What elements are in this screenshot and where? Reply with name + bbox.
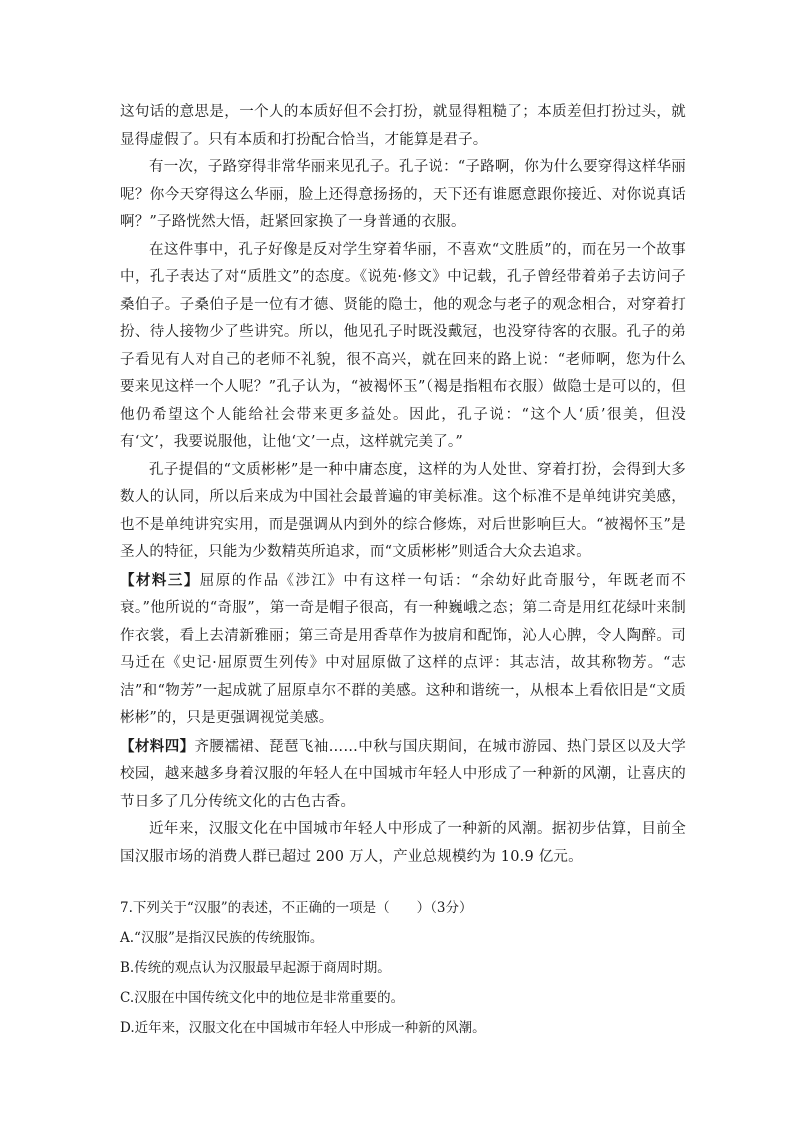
option-c[interactable]: C.汉服在中国传统文化中的地位是非常重要的。 bbox=[120, 990, 405, 1006]
paragraph-zisang-story: 在这件事中，孔子好像是反对学生穿着华丽，不喜欢“文胜质”的，而在另一个故事中，孔子表达了对“质胜文”的态度。《说苑·修文》中记载，孔子曾经带着弟子去访问子桑伯子。子桑伯子是一位有才德、贤能的隐士，他的观念与老子的观念相合，对穿着打扮、待人接物少了些讲究。所以，他见孔子时既没戴冠，也没穿待客的衣服。孔子的弟子看见有人对自己的老师不礼貌，很不高兴，就在回来的路上说：“老师啊，您为什么要来见这样一个人呢？”孔子认为，“被褐怀玉”（褐是指粗布衣服）做隐士是可以的，但他仍希望这个人能给社会带来更多益处。因此，孔子说：“这个人‘质’很美，但没有‘文’，我要说服他，让他‘文’一点，这样就完美了。” bbox=[120, 241, 686, 450]
section-spacer bbox=[120, 871, 686, 893]
material-four-text: 齐腰襦裙、琵琶飞袖……中秋与国庆期间，在城市游园、热门景区以及大学校园，越来越多身着汉服的年轻人在中国城市年轻人中形成了一种新的风潮，让喜庆的节日多了几分传统文化的古色古香。 bbox=[120, 738, 686, 810]
paragraph-hanfu-market: 近年来，汉服文化在中国城市年轻人中形成了一种新的风潮。据初步估算，目前全国汉服市场的消费人群已超过 200 万人，产业总规模约为 10.9 亿元。 bbox=[120, 821, 686, 865]
paragraph-meaning: 这句话的意思是，一个人的本质好但不会打扮，就显得粗糙了；本质差但打扮过头，就显得虚假了。只有本质和打扮配合恰当，才能算是君子。 bbox=[120, 104, 686, 148]
material-three-tag: 【材料三】 bbox=[120, 571, 200, 589]
option-b[interactable]: B.传统的观点认为汉服最早起源于商周时期。 bbox=[120, 960, 391, 976]
material-three-text: 屈原的作品《涉江》中有这样一句话：“余幼好此奇服兮，年既老而不衰。”他所说的“奇服”，第一奇是帽子很高，有一种巍峨之态；第二奇是用红花绿叶来制作衣裳，看上去清新雅丽；第三奇是用香草作为披肩和配饰，沁人心脾，令人陶醉。司马迁在《史记·屈原贾生列传》中对屈原做了这样的点评：其志洁，故其称物芳。“志洁”和“物芳”一起成就了屈原卓尔不群的美感。这种和谐统一，从根本上看依旧是“文质彬彬”的，只是更强调视觉美感。 bbox=[120, 572, 686, 726]
option-d[interactable]: D.近年来，汉服文化在中国城市年轻人中形成一种新的风潮。 bbox=[120, 1020, 486, 1036]
material-three bbox=[120, 567, 686, 733]
material-four bbox=[120, 733, 686, 817]
paragraph-zilu-story: 有一次，子路穿得非常华丽来见孔子。孔子说：“子路啊，你为什么要穿得这样华丽呢？你今天穿得这么华丽，脸上还得意扬扬的，天下还有谁愿意跟你接近、对你说真话啊？”子路恍然大悟，赶紧回家换了一身普通的衣服。 bbox=[120, 159, 686, 230]
option-a[interactable]: A.“汉服”是指汉民族的传统服饰。 bbox=[120, 930, 324, 946]
paragraph-wenzhi-binbin: 孔子提倡的“文质彬彬”是一种中庸态度，这样的为人处世、穿着打扮，会得到大多数人的认同，所以后来成为中国社会最普遍的审美标准。这个标准不是单纯讲究美感，也不是单纯讲究实用，而是强调从内到外的综合修炼，对后世影响巨大。“被褐怀玉”是圣人的特征，只能为少数精英所追求，而“文质彬彬”则适合大众去追求。 bbox=[120, 461, 686, 560]
material-four-tag: 【材料四】 bbox=[120, 737, 195, 755]
question-stem: 7.下列关于“汉服”的表述，不正确的一项是（ ）（3分） bbox=[120, 900, 473, 916]
document-page bbox=[120, 99, 686, 1043]
